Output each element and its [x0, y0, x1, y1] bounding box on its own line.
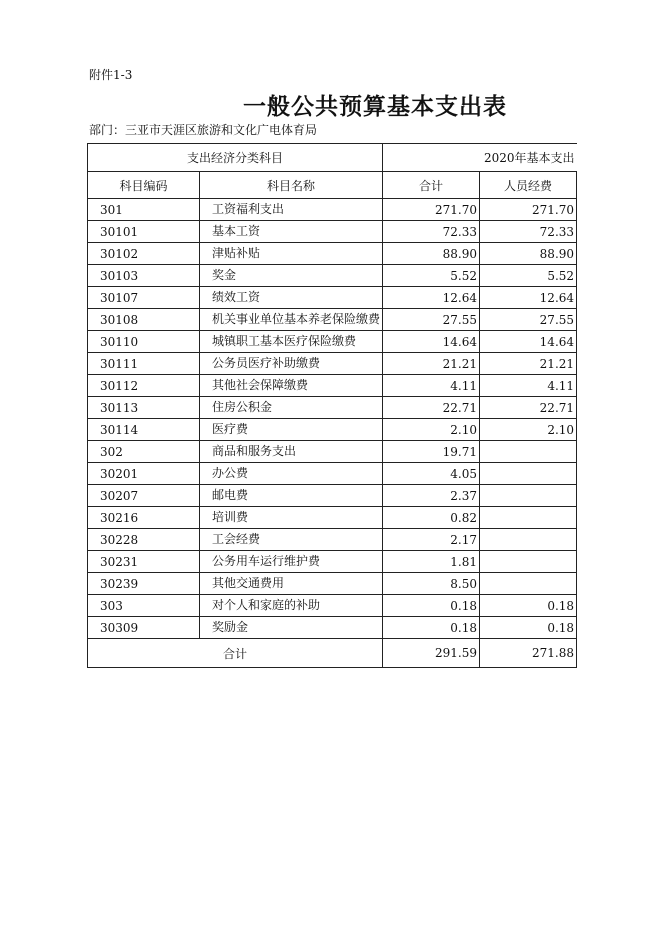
- row-total: 12.64: [383, 287, 480, 309]
- row-code: 30111: [88, 353, 200, 375]
- row-total: 21.21: [383, 353, 480, 375]
- personnel-total: 271.88: [480, 639, 577, 668]
- row-code: 30228: [88, 529, 200, 551]
- table-row: [88, 265, 577, 287]
- col-header-code: 科目编码: [88, 172, 200, 199]
- row-code: 30101: [88, 221, 200, 243]
- row-total: 2.37: [383, 485, 480, 507]
- row-total: 88.90: [383, 243, 480, 265]
- row-name: 住房公积金: [200, 397, 383, 419]
- row-code: 30102: [88, 243, 200, 265]
- row-total: 8.50: [383, 573, 480, 595]
- grand-total: 291.59: [383, 639, 480, 668]
- attachment-label: 附件1-3: [89, 68, 133, 82]
- row-total: 4.11: [383, 375, 480, 397]
- row-total: 2.17: [383, 529, 480, 551]
- col-header-total: 合计: [383, 172, 480, 199]
- row-code: 30114: [88, 419, 200, 441]
- row-name: 办公费: [200, 463, 383, 485]
- row-total: 72.33: [383, 221, 480, 243]
- row-code: 303: [88, 595, 200, 617]
- table-row: [88, 529, 577, 551]
- total-label: 合计: [88, 639, 383, 668]
- row-code: 30201: [88, 463, 200, 485]
- row-personnel: 12.64: [480, 287, 577, 309]
- table-row: [88, 243, 577, 265]
- row-name: 商品和服务支出: [200, 441, 383, 463]
- row-name: 邮电费: [200, 485, 383, 507]
- table-row: [88, 441, 577, 463]
- table-column-header: [88, 172, 577, 199]
- row-personnel: [480, 441, 577, 463]
- row-name: 津贴补贴: [200, 243, 383, 265]
- row-name: 其他社会保障缴费: [200, 375, 383, 397]
- row-total: 0.18: [383, 595, 480, 617]
- row-personnel: 88.90: [480, 243, 577, 265]
- row-personnel: [480, 573, 577, 595]
- group-header-classification: 支出经济分类科目: [88, 144, 383, 172]
- table-row: [88, 595, 577, 617]
- row-code: 30231: [88, 551, 200, 573]
- row-total: 14.64: [383, 331, 480, 353]
- row-name: 绩效工资: [200, 287, 383, 309]
- table-row: [88, 463, 577, 485]
- row-name: 工会经费: [200, 529, 383, 551]
- row-name: 医疗费: [200, 419, 383, 441]
- table-row: [88, 199, 577, 221]
- row-name: 工资福利支出: [200, 199, 383, 221]
- row-personnel: 14.64: [480, 331, 577, 353]
- row-total: 1.81: [383, 551, 480, 573]
- row-personnel: 21.21: [480, 353, 577, 375]
- row-name: 对个人和家庭的补助: [200, 595, 383, 617]
- table-row: [88, 309, 577, 331]
- row-name: 奖金: [200, 265, 383, 287]
- row-personnel: 2.10: [480, 419, 577, 441]
- row-code: 301: [88, 199, 200, 221]
- row-personnel: 4.11: [480, 375, 577, 397]
- table-row: [88, 507, 577, 529]
- row-total: 2.10: [383, 419, 480, 441]
- row-total: 0.82: [383, 507, 480, 529]
- row-personnel: 72.33: [480, 221, 577, 243]
- table-row: [88, 353, 577, 375]
- row-total: 22.71: [383, 397, 480, 419]
- table-row: [88, 397, 577, 419]
- row-code: 30112: [88, 375, 200, 397]
- table-row: [88, 573, 577, 595]
- page-title: 一般公共预算基本支出表: [243, 93, 507, 120]
- row-total: 0.18: [383, 617, 480, 639]
- row-personnel: 0.18: [480, 595, 577, 617]
- table-row: [88, 485, 577, 507]
- table-row: [88, 221, 577, 243]
- row-personnel: 0.18: [480, 617, 577, 639]
- row-name: 基本工资: [200, 221, 383, 243]
- table-group-header: [88, 144, 577, 172]
- row-name: 公务用车运行维护费: [200, 551, 383, 573]
- row-code: 30103: [88, 265, 200, 287]
- table-total-row: [88, 639, 577, 668]
- row-total: 5.52: [383, 265, 480, 287]
- row-code: 302: [88, 441, 200, 463]
- row-name: 机关事业单位基本养老保险缴费: [200, 309, 383, 331]
- row-name: 奖励金: [200, 617, 383, 639]
- row-name: 培训费: [200, 507, 383, 529]
- row-total: 19.71: [383, 441, 480, 463]
- table-row: [88, 419, 577, 441]
- row-personnel: 5.52: [480, 265, 577, 287]
- row-code: 30239: [88, 573, 200, 595]
- col-header-name: 科目名称: [200, 172, 383, 199]
- row-code: 30216: [88, 507, 200, 529]
- group-header-year: 2020年基本支出: [383, 144, 577, 172]
- row-personnel: [480, 529, 577, 551]
- row-name: 城镇职工基本医疗保险缴费: [200, 331, 383, 353]
- table-row: [88, 551, 577, 573]
- row-code: 30107: [88, 287, 200, 309]
- row-code: 30113: [88, 397, 200, 419]
- row-name: 其他交通费用: [200, 573, 383, 595]
- row-personnel: [480, 507, 577, 529]
- row-total: 271.70: [383, 199, 480, 221]
- row-total: 27.55: [383, 309, 480, 331]
- row-personnel: [480, 551, 577, 573]
- row-personnel: 22.71: [480, 397, 577, 419]
- row-name: 公务员医疗补助缴费: [200, 353, 383, 375]
- expenditure-table: [87, 143, 577, 668]
- table-row: [88, 331, 577, 353]
- row-code: 30309: [88, 617, 200, 639]
- table-row: [88, 375, 577, 397]
- row-personnel: [480, 485, 577, 507]
- row-personnel: 271.70: [480, 199, 577, 221]
- col-header-personnel: 人员经费: [480, 172, 577, 199]
- row-personnel: 27.55: [480, 309, 577, 331]
- row-total: 4.05: [383, 463, 480, 485]
- table-row: [88, 617, 577, 639]
- table-row: [88, 287, 577, 309]
- row-code: 30207: [88, 485, 200, 507]
- row-code: 30108: [88, 309, 200, 331]
- row-code: 30110: [88, 331, 200, 353]
- row-personnel: [480, 463, 577, 485]
- department-label: 部门：三亚市天涯区旅游和文化广电体育局: [89, 123, 318, 137]
